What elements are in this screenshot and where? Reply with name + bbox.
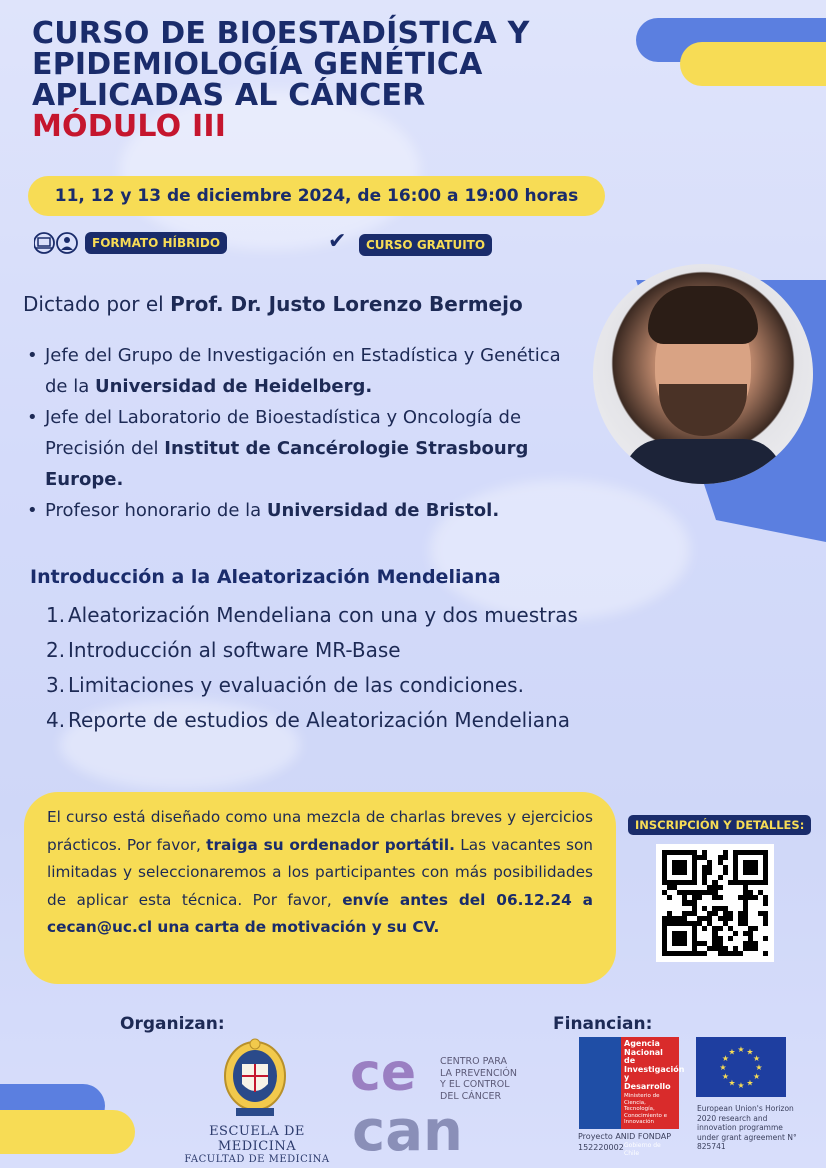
svg-text:ce: ce: [350, 1044, 417, 1103]
topic-item: 1. Aleatorización Mendeliana con una y dos muestras: [46, 603, 578, 627]
escuela-medicina-crest-logo: [222, 1036, 288, 1120]
eu-star-icon: ★: [728, 1047, 736, 1057]
topic-item: 2. Introducción al software MR-Base: [46, 638, 401, 662]
role-item: • Jefe del Laboratorio de Bioestadística y Oncología de Precisión del Institut de Cancérologie Strasbourg Europe.: [25, 402, 585, 495]
escuela-medicina-logo-text: ESCUELA DE MEDICINA FACULTAD DE MEDICINA: [184, 1124, 330, 1165]
info-box: El curso está diseñado como una mezcla de charlas breves y ejercicios prácticos. Por favor, traiga su ordenador portátil. Las vacantes son limitadas y seleccionaremos a los participantes con más posibilidades de aplicar esta técnica. Por favor, envíe antes del 06.12.24 a cecan@uc.cl una carta de motivación y su CV.: [24, 792, 616, 984]
speaker-name: Prof. Dr. Justo Lorenzo Bermejo: [170, 292, 523, 316]
decorative-pill-yellow: [680, 42, 826, 86]
organizers-label: Organizan:: [120, 1014, 225, 1034]
eu-flag-logo: [696, 1037, 786, 1097]
eu-star-icon: ★: [746, 1047, 754, 1057]
svg-text:can: can: [352, 1099, 463, 1156]
eu-star-icon: ★: [721, 1072, 729, 1081]
course-title: [32, 18, 632, 142]
date-banner: 11, 12 y 13 de diciembre 2024, de 16:00 a 19:00 horas: [28, 176, 605, 216]
decorative-pill-yellow: [0, 1110, 135, 1154]
role-item: • Profesor honorario de la Universidad de Bristol.: [25, 495, 585, 526]
funders-label: Financian:: [553, 1014, 653, 1034]
eu-caption: European Union's Horizon 2020 research and innovation programme under grant agreement N° 825741: [697, 1104, 797, 1151]
eu-star-icon: ★: [737, 1045, 745, 1054]
anid-logo: Agencia Nacional de Investigación y Desarrollo Ministerio de Ciencia, Tecnología, Conocimiento e Innovación Gobierno de Chile: [579, 1037, 679, 1129]
bullet-icon: •: [27, 500, 38, 521]
speaker-roles: [25, 340, 585, 526]
topic-item: 4. Reporte de estudios de Aleatorización Mendeliana: [46, 708, 570, 732]
registration-badge: INSCRIPCIÓN Y DETALLES:: [628, 815, 811, 835]
cecan-description: CENTRO PARA LA PREVENCIÓN Y EL CONTROL DEL CÁNCER: [440, 1056, 517, 1102]
bullet-icon: •: [27, 345, 38, 366]
eu-star-icon: ★: [755, 1063, 763, 1072]
role-item: • Jefe del Grupo de Investigación en Estadística y Genética de la Universidad de Heidelberg.: [25, 340, 585, 402]
qr-code[interactable]: [656, 844, 774, 962]
speaker-photo: [593, 264, 813, 484]
title-line-2: EPIDEMIOLOGÍA GENÉTICA: [32, 47, 483, 82]
checkmark-icon: ✔: [328, 229, 347, 254]
eu-star-icon: ★: [737, 1081, 745, 1090]
topic-item: 3. Limitaciones y evaluación de las condiciones.: [46, 673, 524, 697]
title-line-3: APLICADAS AL CÁNCER: [32, 78, 426, 113]
speaker-line: [23, 292, 523, 316]
module-label: MÓDULO III: [32, 109, 227, 144]
eu-star-icon: ★: [746, 1078, 754, 1088]
title-line-1: CURSO DE BIOESTADÍSTICA Y: [32, 16, 530, 51]
free-course-badge: CURSO GRATUITO: [359, 234, 492, 256]
format-badge: FORMATO HÍBRIDO: [85, 232, 227, 254]
speaker-prefix: Dictado por el: [23, 292, 171, 316]
bullet-icon: •: [27, 407, 38, 428]
eu-star-icon: ★: [753, 1054, 761, 1063]
eu-star-icon: ★: [753, 1072, 761, 1081]
eu-star-icon: ★: [719, 1063, 727, 1072]
eu-star-icon: ★: [728, 1078, 736, 1088]
topics-list: [46, 598, 578, 738]
eu-star-icon: ★: [721, 1054, 729, 1063]
hybrid-format-icon: [34, 230, 80, 256]
section-title: Introducción a la Aleatorización Mendeliana: [30, 566, 501, 588]
anid-caption: Proyecto ANID FONDAP 152220002: [578, 1132, 672, 1152]
